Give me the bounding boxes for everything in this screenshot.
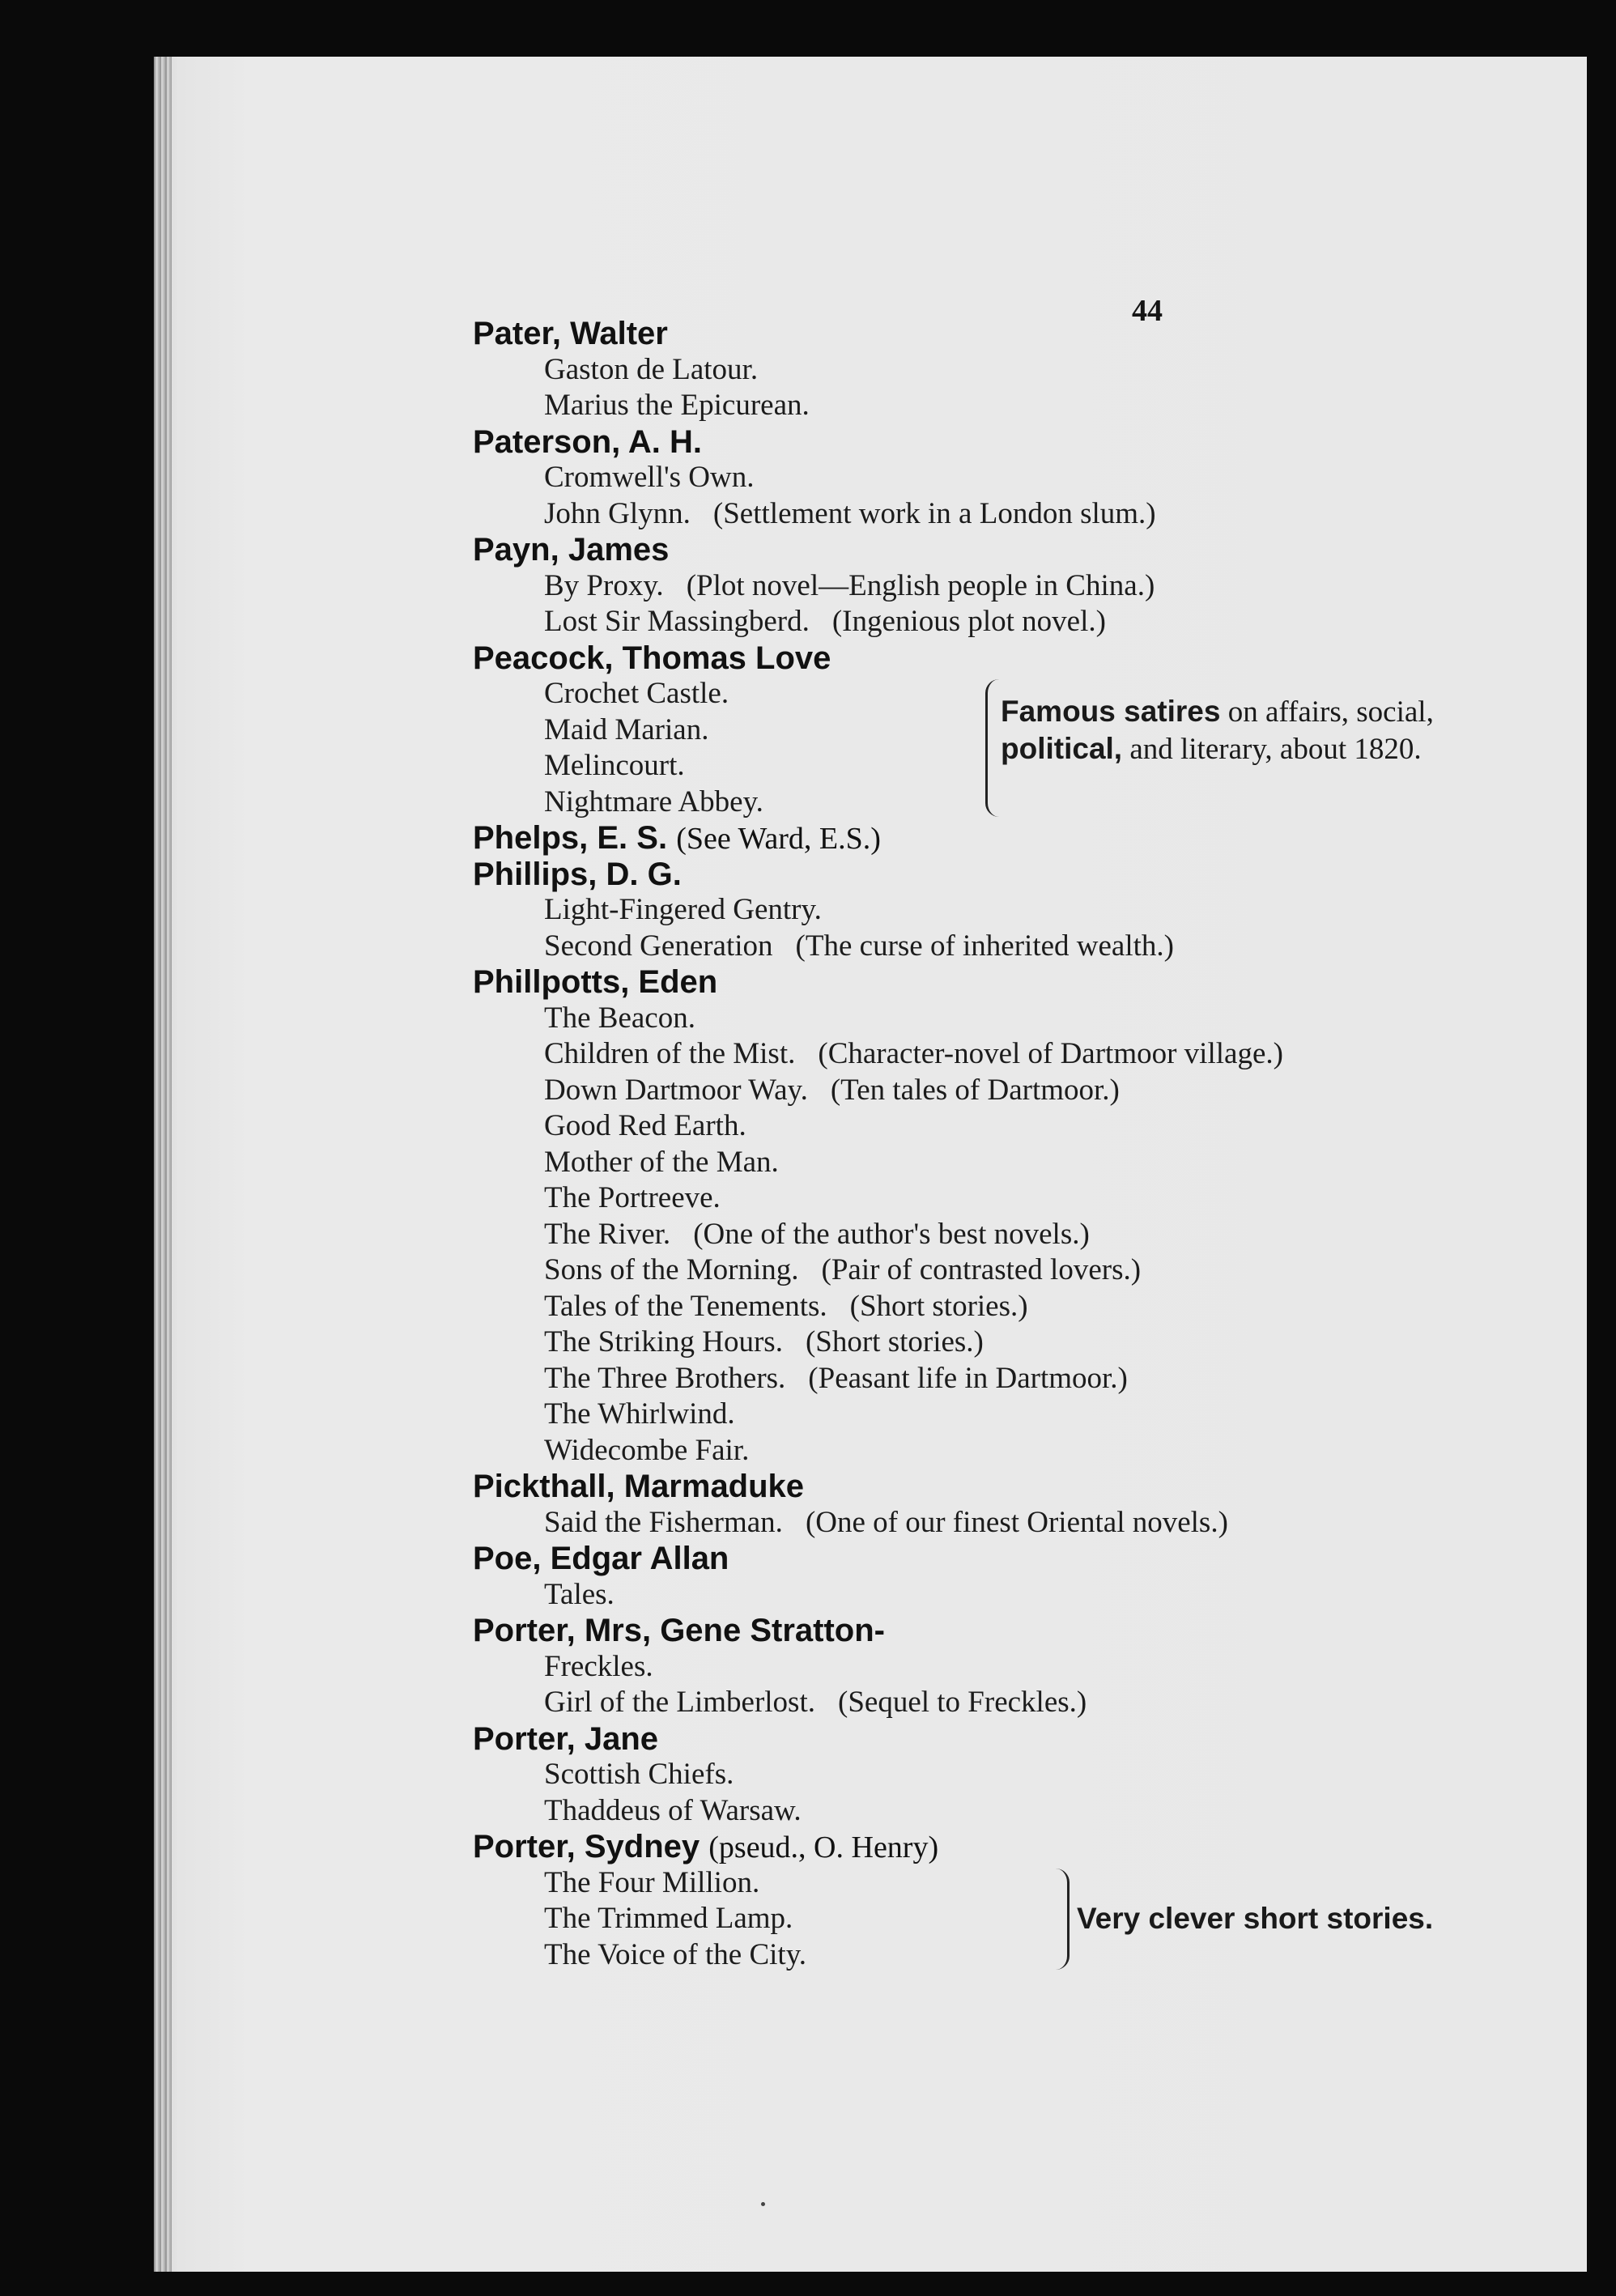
work-title: Maid Marian.	[544, 712, 709, 746]
work-entry	[544, 1001, 1550, 1037]
work-title: The Portreeve.	[544, 1181, 721, 1214]
author-name: Pickthall, Marmaduke	[473, 1469, 805, 1504]
work-title: Down Dartmoor Way.	[544, 1073, 808, 1107]
works-list	[473, 1757, 1550, 1829]
work-title: Nightmare Abbey.	[544, 784, 763, 818]
author-heading	[473, 424, 1550, 461]
work-title: Sons of the Morning.	[544, 1253, 799, 1286]
work-annotation: (Plot novel—English people in China.)	[686, 568, 1155, 602]
author-name: Phillpotts, Eden	[473, 964, 718, 1000]
work-title: Freckles.	[544, 1649, 653, 1683]
author-name: Porter, Jane	[473, 1720, 659, 1757]
author-heading	[473, 1469, 1550, 1505]
grouping-brace	[1056, 1869, 1070, 1971]
work-title: Lost Sir Massingberd.	[544, 605, 810, 638]
work-title: Widecombe Fair.	[544, 1433, 750, 1467]
work-title: Melincourt.	[544, 749, 685, 782]
work-annotation: (Settlement work in a London slum.)	[712, 496, 1156, 530]
work-entry	[544, 352, 1550, 389]
author-name: Phelps, E. S.	[473, 820, 668, 856]
work-annotation: (One of our finest Oriental novels.)	[805, 1505, 1228, 1539]
work-annotation: (One of the author's best novels.)	[693, 1217, 1090, 1251]
group-annotation	[1001, 694, 1434, 767]
works-list	[473, 1505, 1550, 1541]
works-list	[473, 568, 1550, 640]
work-title: Crochet Castle.	[544, 677, 729, 710]
works-list	[473, 1001, 1550, 1469]
author-name: Paterson, A. H.	[473, 423, 703, 460]
group-annotation-text: and literary, about 1820.	[1122, 732, 1422, 766]
author-heading	[473, 1829, 1550, 1865]
work-entry	[544, 1793, 1550, 1830]
work-title: Scottish Chiefs.	[544, 1758, 734, 1791]
work-title: Children of the Mist.	[544, 1037, 796, 1070]
author-heading	[473, 316, 1550, 352]
author-heading	[473, 820, 1550, 857]
ink-speck	[761, 2202, 765, 2206]
work-entry	[544, 1433, 1550, 1469]
work-entry	[544, 1577, 1550, 1614]
author-heading	[473, 640, 1550, 677]
work-title: Girl of the Limberlost.	[544, 1686, 815, 1719]
work-title: Tales of the Tenements.	[544, 1289, 827, 1323]
work-title: Cromwell's Own.	[544, 461, 755, 494]
work-annotation: (Ingenious plot novel.)	[831, 605, 1106, 638]
author-heading	[473, 532, 1550, 568]
work-entry	[544, 388, 1550, 424]
work-entry	[544, 1145, 1550, 1181]
work-entry	[544, 1289, 1550, 1325]
work-title: Mother of the Man.	[544, 1145, 779, 1179]
work-title: By Proxy.	[544, 568, 664, 602]
author-heading	[473, 1721, 1550, 1758]
work-title: Good Red Earth.	[544, 1109, 746, 1142]
author-heading	[473, 1613, 1550, 1649]
author-name: Pater, Walter	[473, 316, 668, 351]
work-entry	[544, 1180, 1550, 1217]
author-entries	[473, 316, 1550, 1973]
work-title: Second Generation	[544, 929, 773, 963]
work-entry	[544, 784, 1550, 821]
work-title: The Striking Hours.	[544, 1325, 783, 1358]
work-title: The Whirlwind.	[544, 1397, 735, 1431]
page-binding-edge	[154, 57, 172, 2272]
author-name: Poe, Edgar Allan	[473, 1541, 729, 1576]
work-annotation: (Sequel to Freckles.)	[838, 1686, 1087, 1719]
work-title: Said the Fisherman.	[544, 1505, 783, 1539]
work-entry	[544, 568, 1550, 605]
work-entry	[544, 1397, 1550, 1433]
works-list	[473, 1865, 1550, 1974]
group-annotation	[1077, 1901, 1433, 1938]
author-name: Phillips, D. G.	[473, 856, 682, 892]
work-entry	[544, 1324, 1550, 1361]
work-title: John Glynn.	[544, 496, 691, 530]
work-entry	[544, 1937, 1550, 1974]
work-entry	[544, 1505, 1550, 1541]
works-list	[473, 892, 1550, 964]
group-annotation-text: Very clever short stories.	[1077, 1902, 1434, 1936]
work-title: The Voice of the City.	[544, 1937, 807, 1971]
page-number: 44	[1132, 294, 1163, 328]
author-name: Porter, Sydney	[473, 1829, 700, 1864]
work-entry	[544, 496, 1550, 533]
work-entry	[544, 1685, 1550, 1721]
works-list	[473, 676, 1550, 820]
work-entry	[544, 1108, 1550, 1145]
works-list	[473, 1577, 1550, 1614]
work-annotation: (Short stories.)	[805, 1325, 984, 1358]
work-entry	[544, 1757, 1550, 1793]
work-title: Light-Fingered Gentry.	[544, 893, 822, 926]
work-entry	[544, 1649, 1550, 1686]
work-entry	[544, 1865, 1550, 1902]
work-title: The Four Million.	[544, 1865, 760, 1899]
work-title: Marius the Epicurean.	[544, 389, 810, 422]
author-note: (See Ward, E.S.)	[676, 822, 881, 856]
work-title: Thaddeus of Warsaw.	[544, 1793, 802, 1827]
works-list	[473, 460, 1550, 532]
work-annotation: (Character-novel of Dartmoor village.)	[818, 1037, 1283, 1070]
work-entry	[544, 929, 1550, 965]
work-entry	[544, 892, 1550, 929]
work-entry	[544, 1073, 1550, 1109]
work-annotation: (Pair of contrasted lovers.)	[821, 1253, 1142, 1286]
grouping-brace	[985, 679, 999, 817]
work-annotation: (Short stories.)	[849, 1289, 1028, 1323]
work-entry	[544, 1036, 1550, 1073]
author-name: Porter, Mrs, Gene Stratton-	[473, 1613, 885, 1648]
work-annotation: (The curse of inherited wealth.)	[795, 929, 1174, 963]
work-title: The River.	[544, 1217, 671, 1251]
works-list	[473, 1649, 1550, 1721]
author-heading	[473, 1541, 1550, 1577]
work-title: The Trimmed Lamp.	[544, 1902, 793, 1935]
author-heading	[473, 857, 1550, 893]
work-entry	[544, 604, 1550, 640]
author-heading	[473, 964, 1550, 1001]
group-annotation-line	[1001, 731, 1434, 768]
author-name: Peacock, Thomas Love	[473, 640, 831, 676]
group-annotation-emphasis: Famous satires	[1001, 695, 1221, 728]
works-list	[473, 352, 1550, 424]
work-title: The Beacon.	[544, 1001, 695, 1035]
work-entry	[544, 460, 1550, 496]
work-annotation: (Ten tales of Dartmoor.)	[830, 1073, 1120, 1107]
work-title: The Three Brothers.	[544, 1361, 786, 1395]
group-annotation-emphasis: political,	[1001, 731, 1123, 765]
work-annotation: (Peasant life in Dartmoor.)	[808, 1361, 1128, 1395]
work-entry	[544, 1252, 1550, 1289]
work-title: Tales.	[544, 1577, 615, 1611]
group-annotation-line	[1001, 694, 1434, 731]
work-entry	[544, 1217, 1550, 1253]
work-entry	[544, 1361, 1550, 1397]
author-note: (pseud., O. Henry)	[708, 1830, 939, 1864]
group-annotation-text: on affairs, social,	[1220, 695, 1434, 729]
work-title: Gaston de Latour.	[544, 352, 759, 386]
author-name: Payn, James	[473, 532, 670, 568]
